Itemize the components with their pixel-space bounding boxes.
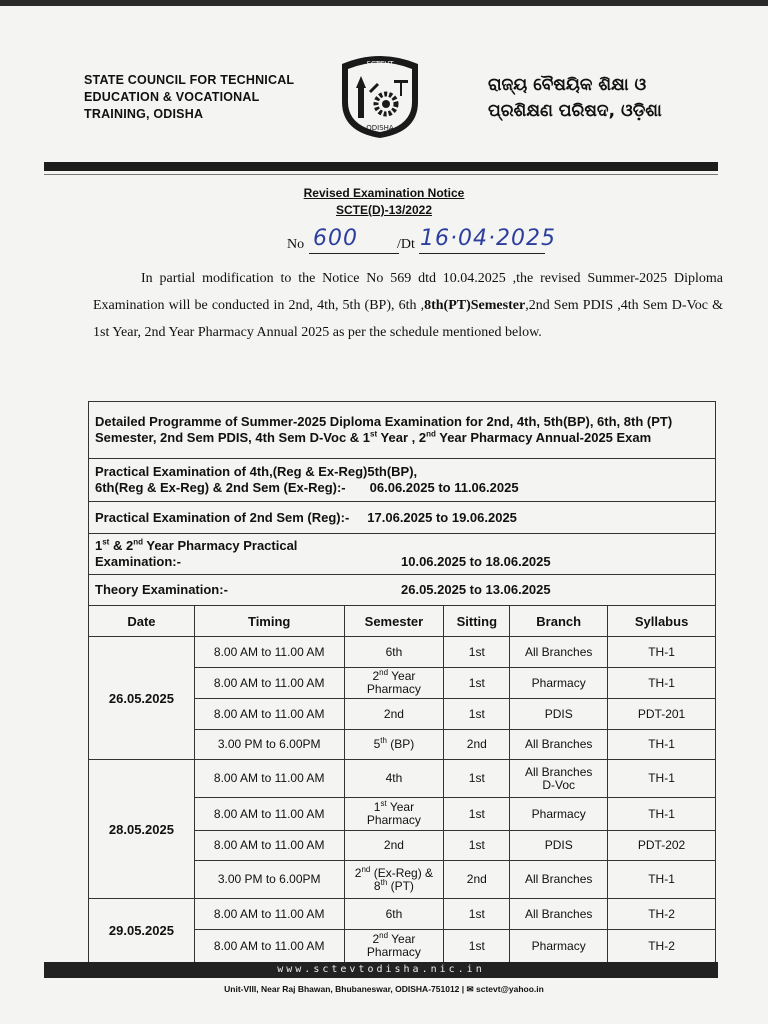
org-odia-line-2: ପ୍ରଶିକ୍ଷଣ ପରିଷଦ, ଓଡ଼ିଶା <box>488 101 662 121</box>
notice-title: Revised Examination Notice <box>303 186 465 200</box>
exam-syllabus: TH-1 <box>608 668 716 699</box>
exam-sitting: 1st <box>444 637 510 668</box>
semester-sup: st <box>380 799 387 808</box>
semester-line-2-suffix: (PT) <box>387 878 414 893</box>
exam-semester <box>344 699 444 730</box>
branch-text: All Branches <box>525 764 593 779</box>
exam-syllabus: TH-1 <box>608 798 716 831</box>
notice-number-underline <box>309 253 399 254</box>
exam-semester <box>344 930 444 963</box>
exam-semester <box>344 760 444 798</box>
exam-sitting: 1st <box>444 668 510 699</box>
org-name-english <box>84 72 324 123</box>
pharmacy-mid: & 2 <box>109 538 134 553</box>
schedule-row <box>89 760 716 798</box>
exam-syllabus: TH-1 <box>608 861 716 899</box>
exam-sitting: 2nd <box>444 861 510 899</box>
exam-date-text: 28.05.2025 <box>108 821 174 837</box>
exam-timing: 8.00 AM to 11.00 AM <box>194 637 344 668</box>
branch-line-2: D-Voc <box>542 777 576 792</box>
semester-line-2: Pharmacy <box>366 682 421 696</box>
semester-text: 2 <box>372 669 380 683</box>
notice-body-part-1: In partial modification to the Notice No 569 dtd 10.04.2025 ,the revised Summer-2025 Diploma Examination will be conducted in 2nd, 4th, 5th (BP), 6th , <box>93 271 723 313</box>
exam-sitting: 2nd <box>444 730 510 760</box>
col-header-date: Date <box>89 606 195 637</box>
notice-number-label: No <box>287 237 305 252</box>
exam-semester <box>344 668 444 699</box>
header-divider-thin <box>44 174 718 175</box>
programme-heading-sup-1: st <box>370 429 378 439</box>
notice-number-handwritten: 600 <box>313 226 358 251</box>
notice-date-label: /Dt <box>397 237 415 252</box>
practical-exam-2 <box>89 502 716 534</box>
exam-syllabus: TH-1 <box>608 730 716 760</box>
branch-text: Pharmacy <box>531 675 586 690</box>
exam-date <box>89 899 195 963</box>
footer-address: Unit-VIII, Near Raj Bhawan, Bhubaneswar, ODISHA-751012 | <box>224 984 465 994</box>
practical-exam-2-label: Practical Examination of 2nd Sem (Reg):- <box>95 509 350 525</box>
branch-text: Pharmacy <box>531 806 586 821</box>
notice-date-handwritten: 16·04·2025 <box>420 226 556 251</box>
exam-syllabus: PDT-202 <box>608 831 716 861</box>
scan-top-edge <box>0 0 768 6</box>
exam-syllabus: TH-1 <box>608 637 716 668</box>
org-odia-line-1: ରାଜ୍ୟ ବୈଷୟିକ ଶିକ୍ଷା ଓ <box>488 75 647 95</box>
semester-suffix: (BP) <box>386 737 415 751</box>
exam-sitting: 1st <box>444 899 510 930</box>
exam-timing: 8.00 AM to 11.00 AM <box>194 798 344 831</box>
exam-branch <box>510 760 608 798</box>
exam-sitting: 1st <box>444 760 510 798</box>
practical-exam-1-dates: 06.06.2025 to 11.06.2025 <box>369 480 519 495</box>
logo-text-bottom: ODISHA <box>366 124 394 132</box>
footer-website: www.sctevtodisha.nic.in <box>277 964 485 975</box>
pharmacy-dates: 10.06.2025 to 18.06.2025 <box>401 554 551 569</box>
branch-text: All Branches <box>525 644 593 659</box>
col-header-sitting: Sitting <box>444 606 510 637</box>
exam-date <box>89 637 195 760</box>
semester-text: 2 <box>354 865 362 880</box>
schedule-column-headers <box>89 606 716 637</box>
branch-text: PDIS <box>544 706 573 721</box>
logo-text-top: SCTEVT <box>366 60 394 68</box>
notice-body-part-2: ,2nd Sem PDIS ,4th Sem D-Voc & 1st Year, 2nd Year Pharmacy Annual 2025 as per the schedule mentioned below. <box>93 298 723 340</box>
theory-exam <box>89 575 716 606</box>
semester-text: 2 <box>372 932 380 946</box>
exam-timing: 8.00 AM to 11.00 AM <box>194 930 344 963</box>
programme-heading <box>89 402 716 459</box>
exam-date <box>89 760 195 899</box>
exam-semester <box>344 899 444 930</box>
semester-text: 5 <box>373 737 381 751</box>
col-header-timing: Timing <box>194 606 344 637</box>
pharmacy-sup-2: nd <box>133 537 143 547</box>
exam-sitting: 1st <box>444 831 510 861</box>
semester-line-2: Pharmacy <box>366 945 421 959</box>
org-name-line-1: STATE COUNCIL FOR TECHNICAL <box>84 73 295 87</box>
semester-sup: th <box>380 736 387 745</box>
semester-sup: nd <box>379 931 389 940</box>
programme-heading-sup-2: nd <box>426 429 436 439</box>
exam-semester <box>344 831 444 861</box>
pharmacy-prefix: 1 <box>95 538 103 553</box>
branch-text: PDIS <box>544 838 573 852</box>
semester-suffix: Year <box>388 669 416 683</box>
exam-syllabus: TH-1 <box>608 760 716 798</box>
exam-branch <box>510 899 608 930</box>
exam-sitting: 1st <box>444 798 510 831</box>
exam-timing: 8.00 AM to 11.00 AM <box>194 831 344 861</box>
semester-line-2: 8 <box>373 878 381 893</box>
schedule-body <box>89 637 716 963</box>
notice-number-line <box>287 226 587 260</box>
semester-suffix: Year <box>386 800 415 814</box>
exam-branch <box>510 668 608 699</box>
programme-heading-part-b: Year , 2 <box>377 430 427 445</box>
exam-timing: 8.00 AM to 11.00 AM <box>194 668 344 699</box>
exam-semester <box>344 861 444 899</box>
exam-branch <box>510 798 608 831</box>
col-header-semester: Semester <box>344 606 444 637</box>
semester-text: 6th <box>385 644 403 659</box>
semester-sup: nd <box>361 864 371 874</box>
semester-line-2: Pharmacy <box>366 813 421 827</box>
exam-semester <box>344 730 444 760</box>
branch-text: All Branches <box>525 872 593 886</box>
footer-website-bar <box>44 962 718 978</box>
practical-exam-1-line-2: 6th(Reg & Ex-Reg) & 2nd Sem (Ex-Reg):- <box>95 480 346 495</box>
exam-timing: 8.00 AM to 11.00 AM <box>194 899 344 930</box>
semester-text: 4th <box>385 771 403 785</box>
notice-reference: SCTE(D)-13/2022 <box>335 203 433 217</box>
exam-branch <box>510 831 608 861</box>
exam-date-text: 29.05.2025 <box>108 923 174 938</box>
pharmacy-line-1-rest: Year Pharmacy Practical <box>142 538 298 553</box>
branch-text: Pharmacy <box>531 938 586 953</box>
org-name-odia <box>488 72 728 124</box>
schedule-row <box>89 899 716 930</box>
semester-sup: nd <box>379 668 389 677</box>
exam-semester <box>344 798 444 831</box>
schedule-row <box>89 637 716 668</box>
org-name-line-2: EDUCATION & VOCATIONAL <box>84 90 260 104</box>
theory-dates: 26.05.2025 to 13.06.2025 <box>401 582 551 597</box>
notice-body <box>93 265 723 346</box>
header-divider <box>44 162 718 171</box>
exam-semester <box>344 637 444 668</box>
exam-syllabus: TH-2 <box>608 930 716 963</box>
theory-label: Theory Examination:- <box>95 582 228 597</box>
col-header-branch: Branch <box>510 606 608 637</box>
exam-syllabus: TH-2 <box>608 899 716 930</box>
sctevt-emblem-logo <box>334 52 426 140</box>
exam-sitting: 1st <box>444 930 510 963</box>
semester-text: 6th <box>385 906 403 921</box>
col-header-syllabus: Syllabus <box>608 606 716 637</box>
notice-date-underline <box>419 253 545 254</box>
footer-address-line <box>0 984 768 995</box>
exam-timing: 3.00 PM to 6.00PM <box>194 730 344 760</box>
programme-heading-part-c: Year Pharmacy Annual-2025 Exam <box>435 430 652 445</box>
semester-line-2-sup: th <box>380 877 388 887</box>
exam-timing: 8.00 AM to 11.00 AM <box>194 760 344 798</box>
practical-exam-1 <box>89 459 716 502</box>
exam-timing: 3.00 PM to 6.00PM <box>194 861 344 899</box>
mail-icon: ✉ <box>466 984 474 994</box>
footer-email: sctevt@yahoo.in <box>476 984 544 994</box>
branch-text: All Branches <box>525 737 593 751</box>
exam-branch <box>510 699 608 730</box>
exam-sitting: 1st <box>444 699 510 730</box>
semester-suffix: Year <box>388 932 416 946</box>
semester-text: 2nd <box>383 838 404 852</box>
exam-branch <box>510 930 608 963</box>
org-name-line-3: TRAINING, ODISHA <box>84 107 204 121</box>
programme-heading-part-a: Detailed Programme of Summer-2025 Diploma Examination for 2nd, 4th, 5th(BP), 6th, 8th (PT) Semester, 2nd Sem PDIS, 4th Sem D-Voc & 1 <box>95 414 673 445</box>
practical-exam-1-line-1: Practical Examination of 4th,(Reg & Ex-Reg)5th(BP), <box>95 464 418 479</box>
semester-suffix: (Ex-Reg) & <box>370 865 434 880</box>
pharmacy-line-2: Examination:- <box>95 554 181 569</box>
exam-date-text: 26.05.2025 <box>108 690 174 706</box>
pharmacy-sup-1: st <box>102 537 110 547</box>
semester-text: 1 <box>373 800 381 814</box>
exam-branch <box>510 861 608 899</box>
branch-text: All Branches <box>525 906 593 921</box>
semester-text: 2nd <box>383 706 404 721</box>
notice-body-bold: 8th(PT)Semester <box>424 298 526 313</box>
practical-exam-2-dates: 17.06.2025 to 19.06.2025 <box>367 509 517 525</box>
exam-branch <box>510 637 608 668</box>
exam-schedule-table <box>88 401 716 963</box>
pharmacy-practical <box>89 534 716 575</box>
exam-branch <box>510 730 608 760</box>
exam-timing: 8.00 AM to 11.00 AM <box>194 699 344 730</box>
exam-syllabus: PDT-201 <box>608 699 716 730</box>
